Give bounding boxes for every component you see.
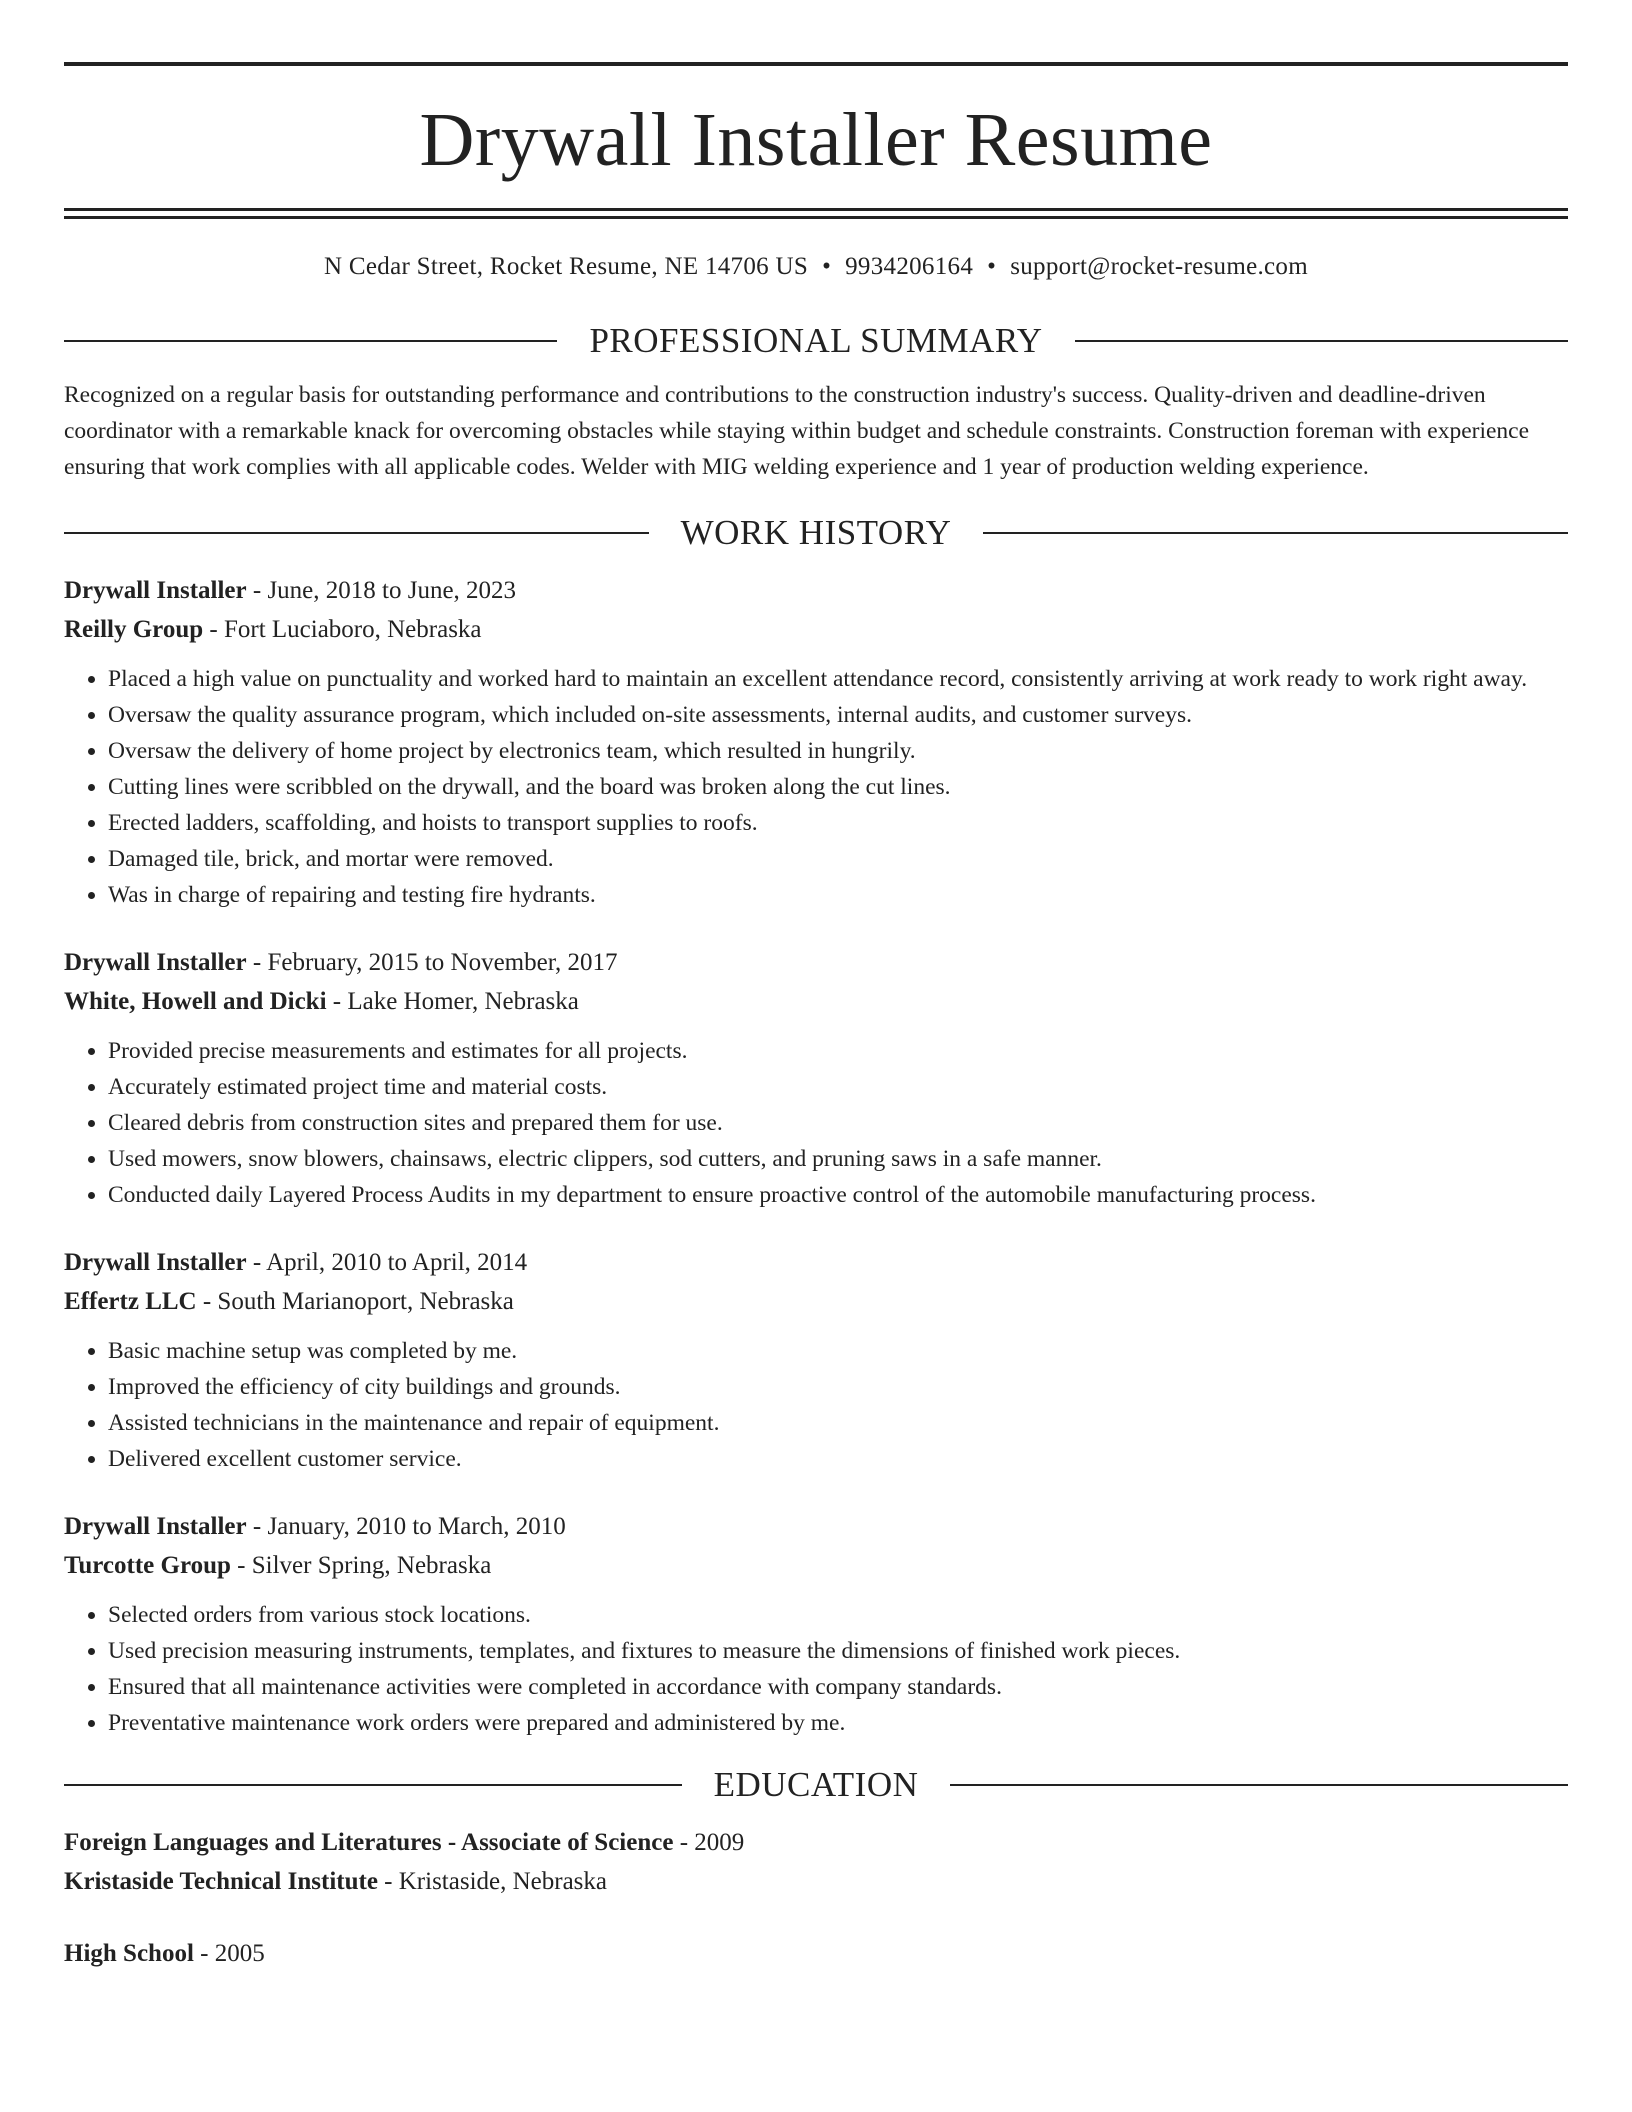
job-bullet: • Assisted technicians in the maintenance and repair of equipment.	[108, 1405, 1568, 1441]
job-company-line	[64, 1546, 1568, 1585]
job-title-line	[64, 943, 1568, 982]
education-entry	[64, 1934, 1568, 1973]
job-bullet: • Cleared debris from construction sites and prepared them for use.	[108, 1105, 1568, 1141]
section-rule	[1075, 340, 1568, 342]
contact-phone: 9934206164	[845, 253, 974, 280]
job-location: - Lake Homer, Nebraska	[326, 988, 579, 1015]
section-rule	[64, 532, 649, 534]
work-history-section-header	[64, 513, 1568, 553]
job-entry	[64, 1507, 1568, 1741]
job-entry	[64, 1243, 1568, 1477]
job-entry	[64, 943, 1568, 1213]
job-company: Effertz LLC	[64, 1288, 197, 1315]
job-bullets	[64, 661, 1568, 913]
education-degree-line	[64, 1823, 1568, 1862]
job-location: - Silver Spring, Nebraska	[230, 1552, 492, 1579]
education-year: - 2005	[193, 1940, 265, 1967]
education-list	[64, 1823, 1568, 1973]
education-year: - 2009	[673, 1829, 745, 1856]
job-title: Drywall Installer	[64, 1249, 247, 1276]
work-history-list	[64, 571, 1568, 1741]
education-entry	[64, 1823, 1568, 1901]
resume-title: Drywall Installer Resume	[419, 98, 1213, 182]
work-history-heading: WORK HISTORY	[680, 513, 952, 552]
education-heading: EDUCATION	[713, 1765, 919, 1804]
job-company-line	[64, 610, 1568, 649]
education-degree-line	[64, 1934, 1568, 1973]
job-bullet: • Erected ladders, scaffolding, and hoists to transport supplies to roofs.	[108, 805, 1568, 841]
job-bullet: • Placed a high value on punctuality and worked hard to maintain an excellent attendance record, consistently arriving at work ready to work right away.	[108, 661, 1568, 697]
job-bullet: • Conducted daily Layered Process Audits in my department to ensure proactive control of the automobile manufacturing process.	[108, 1177, 1568, 1213]
job-title: Drywall Installer	[64, 577, 247, 604]
job-location: - Fort Luciaboro, Nebraska	[203, 616, 482, 643]
section-rule	[950, 1784, 1568, 1786]
education-degree: High School	[64, 1940, 194, 1967]
section-rule	[983, 532, 1568, 534]
job-title: Drywall Installer	[64, 1513, 247, 1540]
job-title: Drywall Installer	[64, 949, 247, 976]
contact-separator: •	[822, 253, 832, 280]
job-bullet: • Ensured that all maintenance activities were completed in accordance with company standards.	[108, 1669, 1568, 1705]
job-dates: - April, 2010 to April, 2014	[246, 1249, 528, 1276]
summary-heading: PROFESSIONAL SUMMARY	[589, 321, 1043, 360]
job-title-line	[64, 1243, 1568, 1282]
education-school: Kristaside Technical Institute	[64, 1868, 378, 1895]
section-rule	[64, 340, 557, 342]
contact-address: N Cedar Street, Rocket Resume, NE 14706 US	[324, 253, 809, 280]
job-bullet: • Damaged tile, brick, and mortar were removed.	[108, 841, 1568, 877]
job-bullet: • Delivered excellent customer service.	[108, 1441, 1568, 1477]
summary-section-header	[64, 321, 1568, 361]
job-title-line	[64, 1507, 1568, 1546]
section-rule	[64, 1784, 682, 1786]
job-location: - South Marianoport, Nebraska	[196, 1288, 514, 1315]
summary-text: Recognized on a regular basis for outstanding performance and contributions to the construction industry's success. Quality-driven and deadline-driven coordinator with a remarkable knack for overcoming obstacles while staying within budget and schedule constraints. Construction foreman with experience ensuring that work complies with all applicable codes. Welder with MIG welding experience and 1 year of production welding experience.	[64, 382, 1530, 480]
education-location: - Kristaside, Nebraska	[377, 1868, 608, 1895]
job-dates: - February, 2015 to November, 2017	[246, 949, 618, 976]
job-bullet: • Was in charge of repairing and testing fire hydrants.	[108, 877, 1568, 913]
job-bullet: • Oversaw the quality assurance program, which included on-site assessments, internal audits, and customer surveys.	[108, 697, 1568, 733]
job-bullet: • Preventative maintenance work orders were prepared and administered by me.	[108, 1705, 1568, 1741]
job-company-line	[64, 1282, 1568, 1321]
job-bullet: • Used mowers, snow blowers, chainsaws, electric clippers, sod cutters, and pruning saws in a safe manner.	[108, 1141, 1568, 1177]
contact-email: support@rocket-resume.com	[1010, 253, 1308, 280]
job-bullet: • Improved the efficiency of city buildings and grounds.	[108, 1369, 1568, 1405]
job-bullet: • Provided precise measurements and estimates for all projects.	[108, 1033, 1568, 1069]
job-bullet: • Cutting lines were scribbled on the drywall, and the board was broken along the cut lines.	[108, 769, 1568, 805]
job-entry	[64, 571, 1568, 913]
job-dates: - June, 2018 to June, 2023	[246, 577, 517, 604]
job-bullets	[64, 1033, 1568, 1213]
job-company: White, Howell and Dicki	[64, 988, 327, 1015]
job-company: Turcotte Group	[64, 1552, 231, 1579]
job-company-line	[64, 982, 1568, 1021]
job-company: Reilly Group	[64, 616, 204, 643]
job-dates: - January, 2010 to March, 2010	[246, 1513, 566, 1540]
job-bullets	[64, 1597, 1568, 1741]
education-section-header	[64, 1765, 1568, 1805]
contact-separator: •	[987, 253, 997, 280]
job-bullets	[64, 1333, 1568, 1477]
job-bullet: • Used precision measuring instruments, templates, and fixtures to measure the dimensions of finished work pieces.	[108, 1633, 1568, 1669]
top-rule	[64, 62, 1568, 66]
job-bullet: • Oversaw the delivery of home project by electronics team, which resulted in hungrily.	[108, 733, 1568, 769]
title-double-rule	[64, 208, 1568, 219]
job-title-line	[64, 571, 1568, 610]
education-school-line	[64, 1862, 1568, 1901]
contact-line	[64, 253, 1568, 281]
job-bullet: • Selected orders from various stock locations.	[108, 1597, 1568, 1633]
education-degree: Foreign Languages and Literatures - Associate of Science	[64, 1829, 674, 1856]
job-bullet: • Accurately estimated project time and material costs.	[108, 1069, 1568, 1105]
job-bullet: • Basic machine setup was completed by me.	[108, 1333, 1568, 1369]
